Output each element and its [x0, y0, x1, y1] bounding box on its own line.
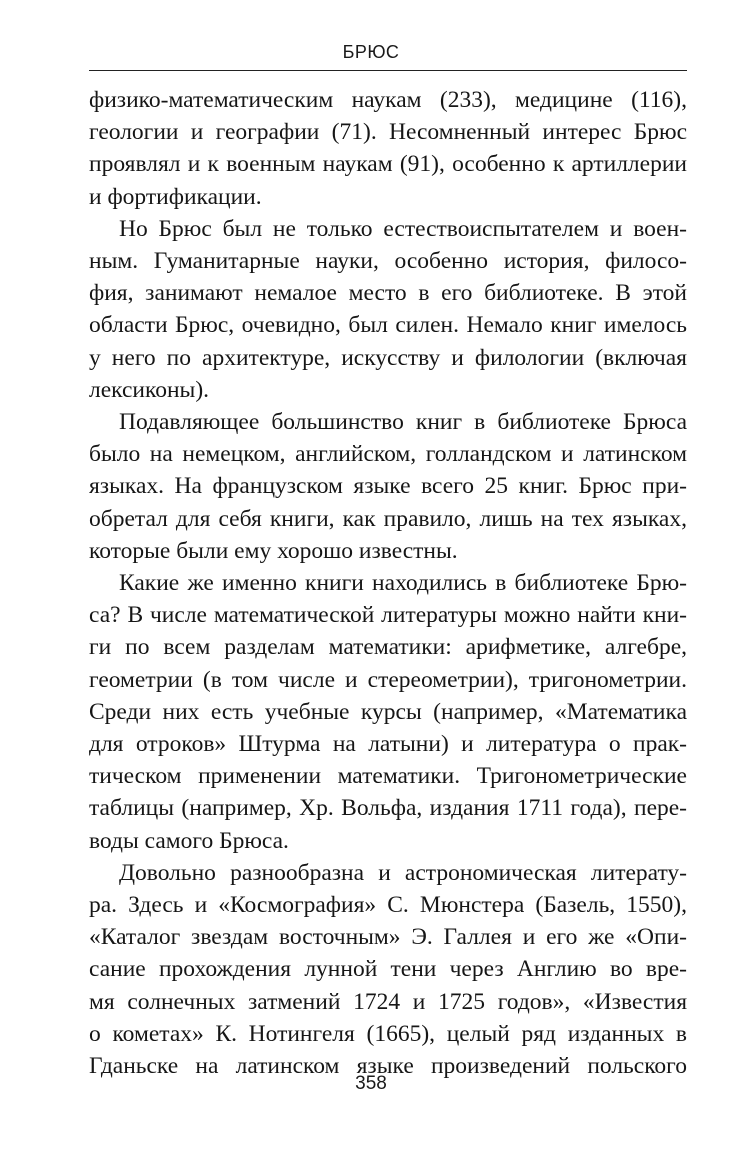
text-line: геометрии (в том числе и стереометрии), тригонометрии.: [89, 666, 687, 693]
text-line: языках. На французском языке всего 25 книг. Брюс при-: [89, 473, 687, 500]
text-line: и фортификации.: [89, 183, 262, 210]
text-line: области Брюс, очевидно, был силен. Немало книг имелось: [89, 312, 687, 339]
text-line: Но Брюс был не только естествоиспытателем и воен-: [119, 215, 687, 242]
text-line: Гданьске на латинском языке произведений польского: [89, 1053, 687, 1080]
paragraph: [89, 567, 687, 857]
text-line: са? В числе математической литературы можно найти кни-: [89, 602, 687, 629]
text-line: фия, занимают немалое место в его библиотеке. В этой: [89, 280, 687, 307]
running-title: БРЮС: [342, 42, 400, 62]
text-line: тическом применении математики. Тригонометрические: [89, 763, 687, 790]
text-line: мя солнечных затмений 1724 и 1725 годов», «Известия: [89, 988, 687, 1015]
text-line: «Каталог звездам восточным» Э. Галлея и его же «Опи-: [89, 924, 687, 951]
text-line: которые были ему хорошо известны.: [89, 537, 458, 564]
text-line: было на немецком, английском, голландском и латинском: [89, 441, 687, 468]
header-rule: [89, 70, 687, 71]
text-line: проявлял и к военным наукам (91), особенно к артиллерии: [89, 151, 687, 178]
text-line: обретал для себя книги, как правило, лишь на тех языках,: [89, 505, 687, 532]
page-number: 358: [355, 1073, 387, 1094]
paragraph: [89, 84, 687, 213]
text-line: ги по всем разделам математики: арифметике, алгебре,: [89, 634, 687, 661]
text-line: воды самого Брюса.: [89, 827, 289, 854]
text-line: Подавляющее большинство книг в библиотеке Брюса: [119, 409, 687, 436]
text-line: Довольно разнообразна и астрономическая литерату-: [119, 859, 687, 886]
text-line: Среди них есть учебные курсы (например, «Математика: [89, 698, 687, 725]
text-line: о кометах» К. Нотингеля (1665), целый ряд изданных в: [89, 1020, 687, 1047]
text-line: лексиконы).: [89, 376, 210, 403]
text-line: для отроков» Штурма на латыни) и литература о прак-: [89, 731, 687, 758]
paragraph: [89, 213, 687, 406]
paragraph: [89, 857, 687, 1082]
body-text: [89, 84, 687, 1082]
text-line: Какие же именно книги находились в библиотеке Брю-: [119, 570, 687, 597]
text-line: геологии и географии (71). Несомненный интерес Брюс: [89, 119, 687, 146]
text-line: сание прохождения лунной тени через Англию во вре-: [89, 956, 687, 983]
text-line: физико-математическим наукам (233), медицине (116),: [89, 87, 687, 113]
paragraph: [89, 406, 687, 567]
text-line: таблицы (например, Хр. Вольфа, издания 1711 года), пере-: [89, 795, 687, 822]
text-line: ра. Здесь и «Космография» С. Мюнстера (Базель, 1550),: [89, 892, 687, 919]
text-line: ным. Гуманитарные науки, особенно история, филосо-: [89, 248, 687, 275]
text-line: у него по архитектуре, искусству и филологии (включая: [89, 344, 687, 371]
